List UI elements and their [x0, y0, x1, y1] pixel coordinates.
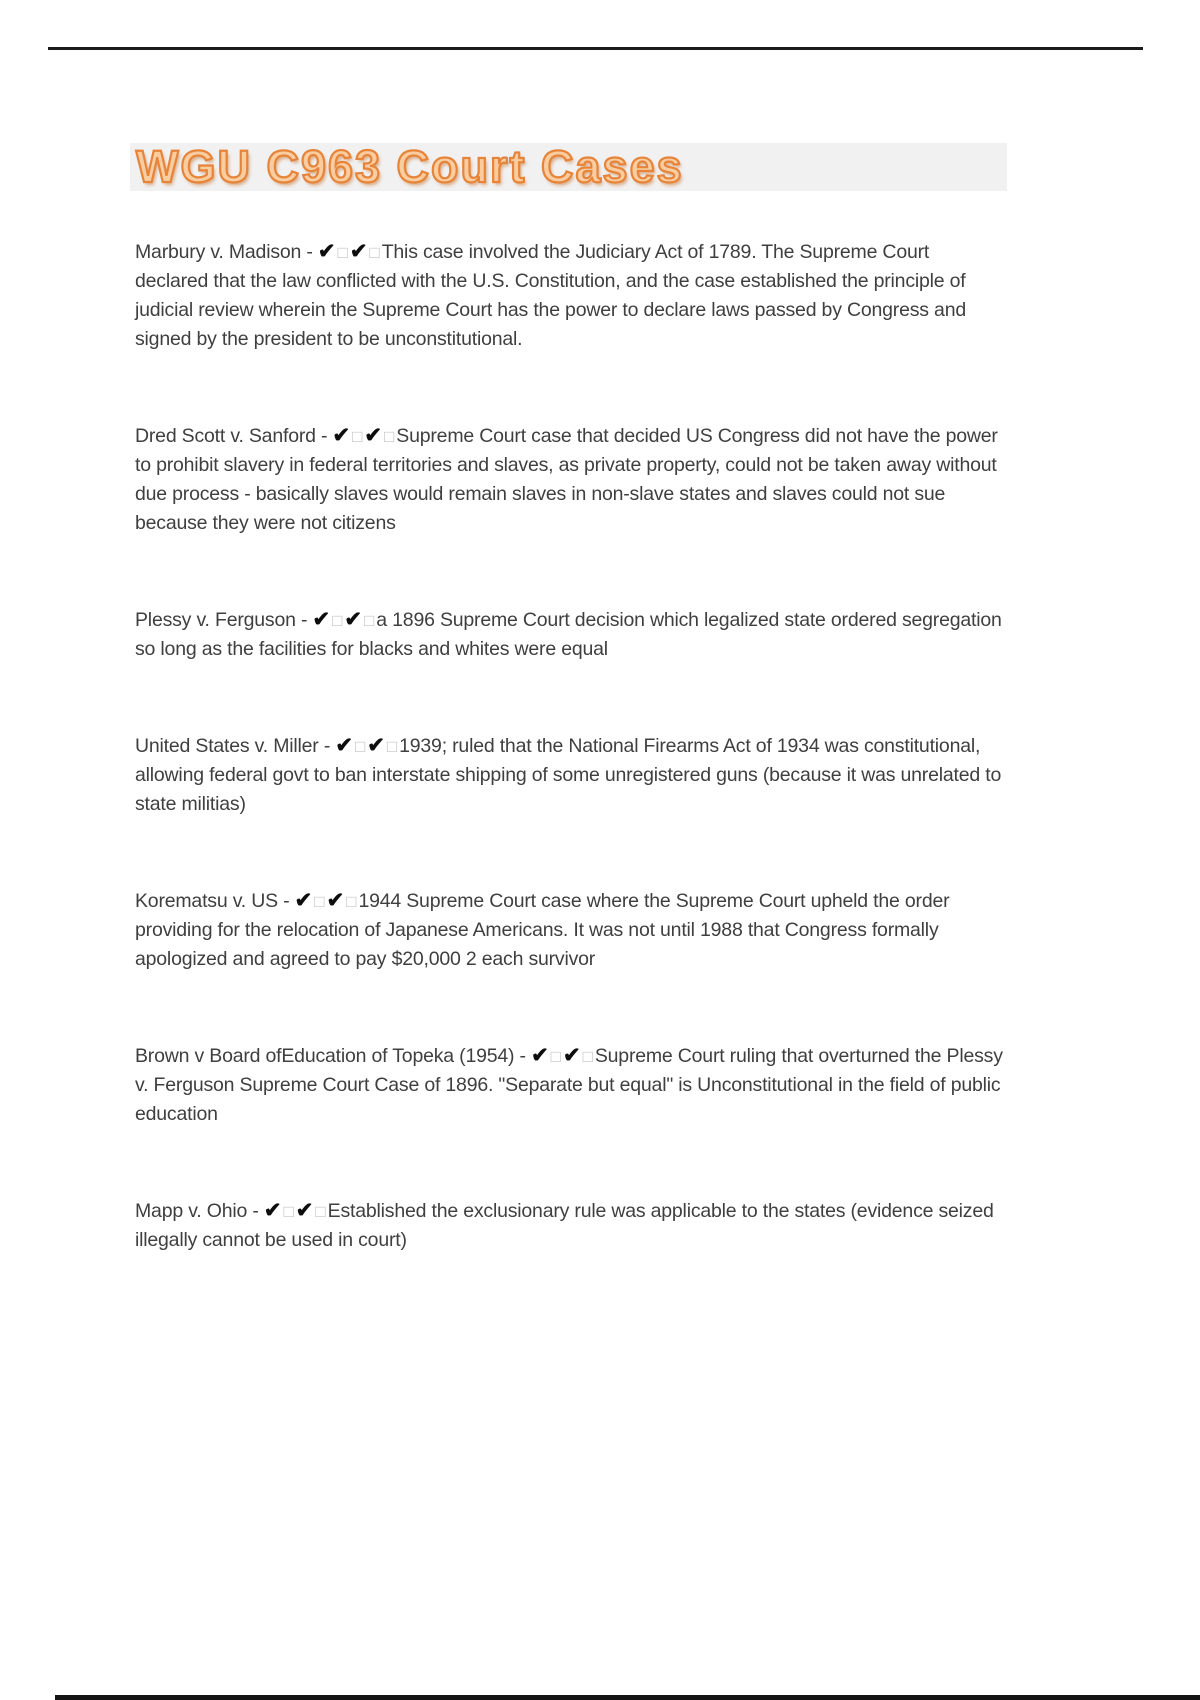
- case-entry: [135, 886, 1007, 974]
- title-banner: [130, 143, 1007, 191]
- top-horizontal-rule: [48, 47, 1143, 50]
- case-separator: -: [247, 1200, 264, 1222]
- case-separator: -: [295, 609, 313, 631]
- case-name: Korematsu v. US: [135, 890, 278, 912]
- case-list: [135, 237, 1007, 1322]
- checkbox-glyph-icon: □: [354, 737, 366, 756]
- checkbox-glyph-icon: □: [346, 892, 357, 911]
- checkbox-glyph-icon: □: [582, 1047, 593, 1066]
- checkmark-icon: ✔: [344, 608, 363, 631]
- case-name: Marbury v. Madison: [135, 241, 302, 263]
- checkmark-icon: ✔: [562, 1044, 581, 1067]
- case-name: Brown v Board ofEducation of Topeka (1954): [135, 1045, 515, 1067]
- case-definition: Supreme Court case that decided US Congress did not have the power to prohibit slavery in federal territories and slaves, as private property, could not be taken away without due process - basically slaves would remain slaves in non-slave states and slaves could not sue because they were not citizens: [135, 425, 998, 534]
- case-definition: Established the exclusionary rule was applicable to the states (evidence seized illegally cannot be used in court): [135, 1200, 994, 1251]
- case-entry: [135, 605, 1007, 664]
- case-name: Plessy v. Ferguson: [135, 609, 296, 631]
- case-name: United States v. Miller: [135, 735, 319, 757]
- bottom-horizontal-rule: [55, 1695, 1200, 1700]
- case-entry: [135, 237, 1007, 354]
- case-entry: [135, 1041, 1007, 1129]
- checkbox-glyph-icon: □: [369, 243, 380, 262]
- checkbox-glyph-icon: □: [315, 1202, 326, 1221]
- checkmark-icon: ✔: [364, 424, 383, 447]
- checkmark-icon: ✔: [326, 889, 345, 912]
- checkmark-icon: ✔: [531, 1044, 549, 1067]
- case-entry: [135, 421, 1007, 538]
- case-definition: 1944 Supreme Court case where the Supreme Court upheld the order providing for the relocation of Japanese Americans. It was not until 1988 that Congress formally apologized and agreed to pay $20,000 2 each survivor: [135, 890, 950, 970]
- case-separator: -: [514, 1045, 532, 1067]
- checkbox-glyph-icon: □: [364, 611, 375, 630]
- case-definition: This case involved the Judiciary Act of 1789. The Supreme Court declared that the law conflicted with the U.S. Constitution, and the case established the principle of judicial review wherein the Supreme Court has the power to declare laws passed by Congress and signed by the president to be unconstitutional.: [135, 241, 966, 350]
- checkmark-icon: ✔: [294, 889, 313, 912]
- case-entry: [135, 1196, 1007, 1255]
- checkbox-glyph-icon: □: [550, 1047, 561, 1066]
- page-title: WGU C963 Court Cases: [136, 141, 684, 192]
- checkmark-icon: ✔: [317, 240, 336, 263]
- case-name: Dred Scott v. Sanford: [135, 425, 316, 447]
- case-separator: -: [315, 425, 333, 447]
- case-definition: Supreme Court ruling that overturned the Plessy v. Ferguson Supreme Court Case of 1896. "Separate but equal" is Unconstitutional in the field of public education: [135, 1045, 1003, 1125]
- checkbox-glyph-icon: □: [314, 892, 325, 911]
- case-definition: 1939; ruled that the National Firearms Act of 1934 was constitutional, allowing federal govt to ban interstate shipping of some unregistered guns (because it was unrelated to state militias): [135, 735, 1002, 815]
- checkmark-icon: ✔: [349, 240, 368, 263]
- case-name: Mapp v. Ohio: [135, 1200, 248, 1222]
- case-entry: [135, 731, 1007, 819]
- checkmark-icon: ✔: [295, 1199, 314, 1222]
- checkbox-glyph-icon: □: [384, 427, 395, 446]
- checkmark-icon: ✔: [263, 1199, 282, 1222]
- checkmark-icon: ✔: [335, 734, 353, 757]
- case-separator: -: [301, 241, 318, 263]
- case-definition: a 1896 Supreme Court decision which legalized state ordered segregation so long as the facilities for blacks and whites were equal: [135, 609, 1002, 660]
- checkbox-glyph-icon: □: [352, 427, 363, 446]
- case-separator: -: [318, 735, 336, 757]
- checkmark-icon: ✔: [312, 608, 331, 631]
- checkbox-glyph-icon: □: [332, 611, 343, 630]
- checkbox-glyph-icon: □: [283, 1202, 294, 1221]
- checkbox-glyph-icon: □: [386, 737, 398, 756]
- case-separator: -: [277, 890, 295, 912]
- checkmark-icon: ✔: [332, 424, 351, 447]
- checkmark-icon: ✔: [367, 734, 385, 757]
- checkbox-glyph-icon: □: [337, 243, 348, 262]
